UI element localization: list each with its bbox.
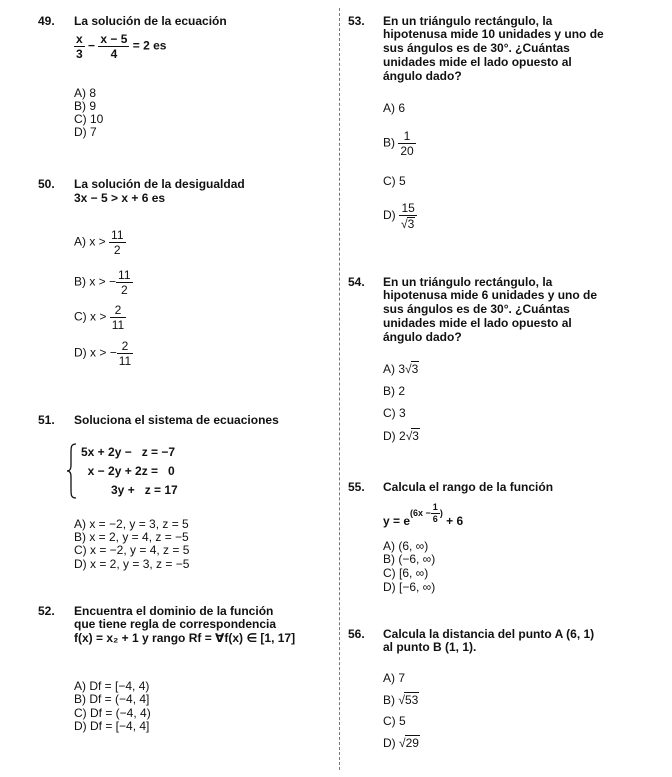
option-a[interactable]: A) (6, ∞): [383, 539, 429, 553]
option-c[interactable]: C) x = −2, y = 4, z = 5: [74, 543, 190, 557]
fraction: $\frac{x}{3}$: [76, 32, 83, 61]
fraction: $\frac{11}{2}$: [118, 268, 131, 297]
question-number: 55.: [348, 480, 365, 494]
option-c[interactable]: C) 3: [383, 406, 406, 420]
question-number: 53.: [348, 14, 365, 28]
option-c[interactable]: C) 5: [383, 174, 406, 188]
fraction: $\frac{2}{11}$: [111, 303, 125, 332]
equation: $\frac{x}{3}$ − $\frac{x - 5}{4}$ = 2 es: [76, 32, 167, 61]
option-a[interactable]: A) x > $\frac{11}{2}$: [74, 228, 124, 257]
inequality: 3x − 5 > x + 6 es: [74, 191, 166, 205]
sqrt-icon: √3: [405, 362, 419, 376]
option-b[interactable]: B) √53: [383, 693, 419, 707]
option-b[interactable]: B) x > − $\frac{11}{2}$: [74, 268, 131, 297]
fraction: $\frac{x - 5}{4}$: [100, 32, 128, 61]
question-stem: Soluciona el sistema de ecuaciones: [74, 413, 279, 427]
option-c[interactable]: C) [6, ∞): [383, 566, 429, 580]
left-brace-icon: [66, 443, 78, 499]
sqrt-icon: √53: [398, 693, 419, 707]
function-expression: y = e(6x − $\frac{1}{6}$ ) + 6: [383, 502, 464, 528]
option-d[interactable]: D) x = 2, y = 3, z = −5: [74, 557, 190, 571]
system-row-3: 3y + z = 17: [81, 483, 178, 497]
option-a[interactable]: A) 3√3: [383, 362, 419, 376]
question-number: 56.: [348, 627, 365, 641]
question-stem-line: En un triángulo rectángulo, la: [383, 14, 553, 28]
option-d[interactable]: D) $\frac{15}{√3}$: [383, 202, 417, 230]
question-number: 52.: [38, 604, 55, 618]
option-a[interactable]: A) 6: [383, 101, 406, 115]
question-stem: La solución de la ecuación: [74, 14, 227, 28]
system-row-1: 5x + 2y − z = −7: [81, 445, 176, 459]
option-a[interactable]: A) Df = [−4, 4): [74, 679, 150, 693]
question-stem-line: unidades mide el lado opuesto al: [383, 55, 572, 69]
column-divider: [339, 8, 340, 770]
option-b[interactable]: B) (−6, ∞): [383, 552, 436, 566]
option-a[interactable]: A) x = −2, y = 3, z = 5: [74, 517, 189, 531]
question-stem-line: sus ángulos es de 30°. ¿Cuántas: [383, 41, 570, 55]
option-c[interactable]: C) 10: [74, 112, 104, 126]
question-number: 54.: [348, 275, 365, 289]
question-stem-line: hipotenusa mide 10 unidades y uno de: [383, 27, 604, 41]
question-stem-line: hipotenusa mide 6 unidades y uno de: [383, 288, 598, 302]
option-b[interactable]: B) $\frac{1}{20}$: [383, 129, 414, 158]
question-stem-line: sus ángulos es de 30°. ¿Cuántas: [383, 302, 570, 316]
question-stem-line-3: f(x) = x₂ + 1 y rango Rf = ∀f(x) ∈ [1, 17]: [74, 631, 296, 645]
question-number: 49.: [38, 14, 55, 28]
fraction: $\frac{15}{√3}$: [399, 202, 417, 230]
system-row-2: x − 2y + 2z = 0: [81, 464, 175, 478]
sqrt-icon: √3: [405, 429, 419, 443]
option-b[interactable]: B) x = 2, y = 4, z = −5: [74, 530, 189, 544]
option-d[interactable]: D) 2√3: [383, 429, 419, 443]
option-d[interactable]: D) x > − $\frac{2}{11}$: [74, 339, 132, 368]
question-stem: Calcula el rango de la función: [383, 480, 554, 494]
fraction: $\frac{2}{11}$: [118, 339, 132, 368]
question-stem: La solución de la desigualdad: [74, 177, 245, 191]
option-b[interactable]: B) Df = (−4, 4]: [74, 692, 150, 706]
fraction: $\frac{1}{20}$: [400, 129, 414, 158]
question-stem-line-1: Encuentra el dominio de la función: [74, 604, 274, 618]
question-stem-line: ángulo dado?: [383, 330, 462, 344]
option-b[interactable]: B) 9: [74, 99, 97, 113]
question-stem-line-2: al punto B (1, 1).: [383, 640, 477, 654]
question-stem-line: En un triángulo rectángulo, la: [383, 275, 553, 289]
question-stem-line: ángulo dado?: [383, 69, 462, 83]
sqrt-icon: √3: [401, 217, 415, 231]
sqrt-icon: √29: [399, 736, 419, 750]
question-number: 51.: [38, 413, 55, 427]
option-a[interactable]: A) 8: [74, 86, 97, 100]
option-c[interactable]: C) Df = (−4, 4): [74, 706, 151, 720]
option-d[interactable]: D) 7: [74, 125, 97, 139]
option-d[interactable]: D) √29: [383, 736, 419, 750]
question-stem-line-2: que tiene regla de correspondencia: [74, 617, 277, 631]
option-a[interactable]: A) 7: [383, 671, 406, 685]
option-b[interactable]: B) 2: [383, 384, 406, 398]
question-number: 50.: [38, 177, 55, 191]
option-d[interactable]: D) [−6, ∞): [383, 580, 436, 594]
option-c[interactable]: C) 5: [383, 714, 406, 728]
question-stem-line-1: Calcula la distancia del punto A (6, 1): [383, 627, 595, 641]
question-stem-line: unidades mide el lado opuesto al: [383, 316, 572, 330]
option-d[interactable]: D) Df = [−4, 4]: [74, 719, 150, 733]
exponent: (6x − $\frac{1}{6}$ ): [410, 502, 443, 524]
fraction: $\frac{11}{2}$: [111, 228, 124, 257]
option-c[interactable]: C) x > $\frac{2}{11}$: [74, 303, 125, 332]
